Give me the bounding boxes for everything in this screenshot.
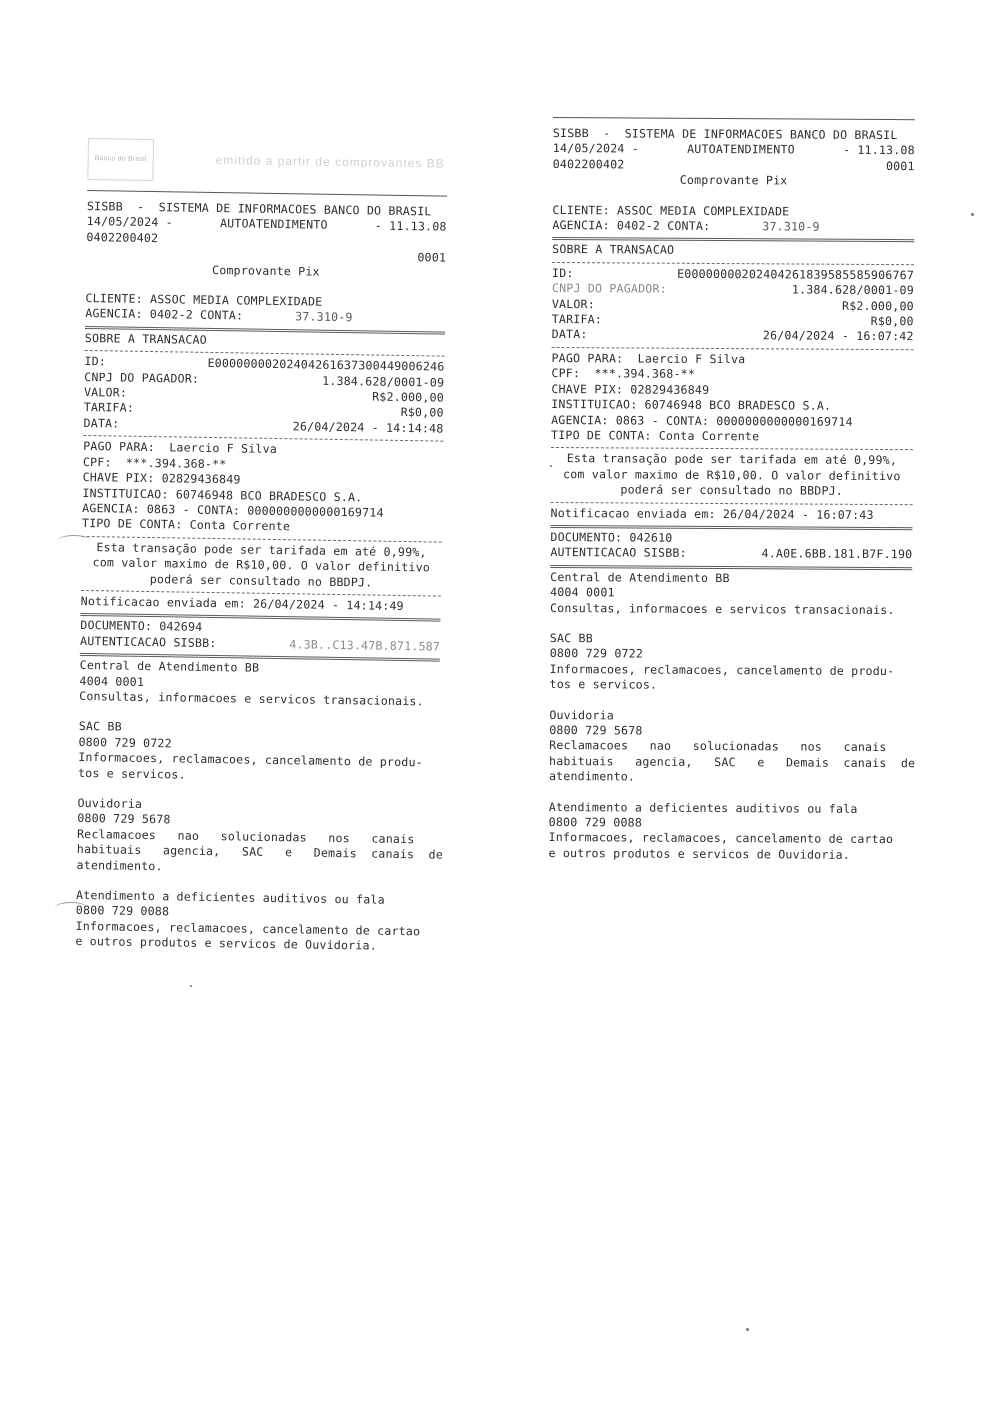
print-date: 14/05/2024 - [86, 214, 173, 230]
payer-cnpj-label: CNPJ DO PAGADOR: [84, 369, 200, 386]
system-line: SISBB - SISTEMA DE INFORMACOES BANCO DO BRASIL [552, 125, 898, 143]
data-value: 26/04/2024 - 14:14:48 [292, 419, 444, 436]
ouvidoria-title: Ouvidoria [549, 707, 615, 722]
payee-agency-account: AGENCIA: 0863 - CONTA: 0000000000000169714 [82, 500, 384, 520]
id-value: E00000000202404261839585585906767 [677, 266, 915, 283]
tarifa-value: R$0,00 [400, 405, 444, 421]
id-label: ID: [552, 265, 574, 280]
ouvidoria-description: Reclamacoes nao solucionadas nos canais [549, 738, 887, 755]
payer-cnpj-value: 1.384.628/0001-09 [791, 282, 914, 298]
account-type: TIPO DE CONTA: Conta Corrente [551, 427, 760, 444]
account-type: TIPO DE CONTA: Conta Corrente [81, 516, 291, 534]
paper-curl-mark [55, 902, 87, 913]
fee-notice-line: poderá ser consultado no BBDPJ. [620, 482, 844, 498]
payer-cnpj-row [552, 281, 914, 299]
document-number: DOCUMENTO: 042694 [80, 618, 203, 635]
sac-phone: 0800 729 0722 [78, 734, 172, 751]
central-title: Central de Atendimento BB [550, 569, 730, 585]
tarifa-label: TARIFA: [83, 400, 135, 416]
payee-agency-account: AGENCIA: 0863 - CONTA: 0000000000000169714 [551, 412, 853, 429]
deficientes-description: Informacoes, reclamacoes, cancelamento de cartao [548, 830, 894, 847]
central-description: Consultas, informacoes e servicos transacionais. [79, 688, 424, 709]
sequence-number: 0001 [417, 250, 447, 265]
scan-speck [971, 213, 974, 216]
divider [552, 262, 914, 265]
valor-label: VALOR: [551, 296, 595, 311]
receipt-left [75, 138, 448, 955]
sac-description: tos e servicos. [77, 765, 186, 782]
document-number: DOCUMENTO: 042610 [550, 529, 673, 545]
fee-notice-line: Esta transação pode ser tarifada em até 0,99%, [566, 451, 898, 468]
payee-name: PAGO PARA: Laercio F Silva [551, 350, 746, 367]
ouvidoria-phone: 0800 729 5678 [549, 723, 643, 738]
divider [551, 447, 913, 450]
data-row [552, 327, 914, 345]
print-date: 14/05/2024 - [552, 141, 640, 156]
ouvidoria-description: atendimento. [548, 769, 636, 784]
account-number: 37.310-9 [762, 219, 820, 234]
divider [87, 190, 447, 197]
valor-value: R$2.000,00 [372, 389, 445, 405]
data-label: DATA: [83, 415, 120, 431]
agency-label: AGENCIA: 0402-2 CONTA: [85, 306, 244, 323]
tarifa-value: R$0,00 [870, 314, 914, 329]
deficientes-title: Atendimento a deficientes auditivos ou fala [75, 887, 385, 907]
account-number: 37.310-9 [295, 309, 353, 325]
receipt-header-image [87, 138, 448, 186]
payer-cnpj-value: 1.384.628/0001-09 [322, 373, 445, 390]
agency-label: AGENCIA: 0402-2 CONTA: [552, 218, 711, 234]
data-value: 26/04/2024 - 16:07:42 [762, 328, 914, 344]
deficientes-title: Atendimento a deficientes auditivos ou fala [548, 799, 858, 816]
authentication-value: 4.A0E.6BB.181.B7F.190 [761, 546, 913, 562]
valor-value: R$2.000,00 [841, 298, 914, 313]
system-line: SISBB - SISTEMA DE INFORMACOES BANCO DO BRASIL [86, 198, 432, 219]
payee-name: PAGO PARA: Laercio F Silva [83, 439, 278, 457]
sequence-number: 0001 [885, 158, 915, 174]
ouvidoria-description: atendimento. [76, 857, 163, 873]
notification-sent: Notificacao enviada em: 26/04/2024 - 16:07:43 [550, 505, 874, 522]
ouvidoria-phone: 0800 729 5678 [77, 811, 171, 827]
sac-description: Informacoes, reclamacoes, cancelamento de produ- [78, 750, 423, 770]
payee-cpf: CPF: ***.394.368-** [551, 366, 696, 382]
central-phone: 4004 0001 [550, 585, 615, 600]
central-title: Central de Atendimento BB [79, 658, 260, 675]
payer-cnpj-label: CNPJ DO PAGADOR: [551, 281, 667, 296]
header-faded-text: emitido a partir de comprovantes BB [215, 153, 445, 171]
agency-account-row [552, 218, 914, 236]
authentication-label: AUTENTICACAO SISBB: [550, 545, 687, 561]
divider [552, 347, 914, 350]
sac-description: tos e servicos. [549, 677, 658, 692]
sac-description: Informacoes, reclamacoes, cancelamento de produ- [549, 661, 895, 678]
bank-logo [87, 138, 154, 181]
ouvidoria-title: Ouvidoria [77, 795, 143, 811]
central-phone: 4004 0001 [79, 673, 145, 689]
central-description: Consultas, informacoes e servicos transacionais. [549, 600, 895, 617]
client-line: CLIENTE: ASSOC MEDIA COMPLEXIDADE [85, 291, 323, 309]
deficientes-phone: 0800 729 0088 [75, 903, 170, 919]
fee-notice-line: poderá ser consultado no BBDPJ. [149, 571, 373, 590]
section-title: SOBRE A TRANSACAO [84, 330, 208, 347]
print-time: - 11.13.08 [374, 218, 447, 235]
ouvidoria-description: habituais agencia, SAC e Demais canais de [549, 753, 916, 771]
section-title: SOBRE A TRANSACAO [552, 242, 675, 258]
pix-key: CHAVE PIX: 02829436849 [551, 381, 710, 397]
sac-phone: 0800 729 0722 [549, 646, 644, 661]
fee-notice-line: Esta transação pode ser tarifada em até 0,99%, [96, 539, 427, 560]
institution: INSTITUICAO: 60746948 BCO BRADESCO S.A. [551, 397, 832, 413]
sac-title: SAC BB [78, 719, 122, 734]
scan-speck [550, 465, 552, 467]
deficientes-phone: 0800 729 0088 [548, 815, 643, 830]
pix-key: CHAVE PIX: 02829436849 [82, 470, 241, 487]
fee-notice [551, 451, 913, 499]
institution: INSTITUICAO: 60746948 BCO BRADESCO S.A. [82, 485, 363, 504]
fee-notice [81, 540, 442, 592]
deficientes-description: e outros produtos e servicos de Ouvidoria. [75, 934, 378, 953]
client-line: CLIENTE: ASSOC MEDIA COMPLEXIDADE [552, 202, 790, 219]
scan-speck [190, 985, 192, 987]
deficientes-description: e outros produtos e servicos de Ouvidoria. [548, 845, 851, 862]
deficientes-description: Informacoes, reclamacoes, cancelamento de cartao [75, 918, 421, 939]
authentication-label: AUTENTICACAO SISBB: [79, 633, 217, 650]
paper-curl-mark [58, 535, 90, 546]
divider [551, 502, 913, 505]
channel: AUTOATENDIMENTO [219, 216, 328, 233]
ouvidoria-description: Reclamacoes nao solucionadas nos canais [76, 826, 415, 847]
receipt-right [548, 117, 915, 863]
print-time: - 11.13.08 [842, 143, 915, 158]
tarifa-label: TARIFA: [551, 312, 603, 327]
ouvidoria-description: habituais agencia, SAC e Demais canais de [76, 842, 444, 862]
id-label: ID: [84, 354, 107, 369]
authentication-row [550, 545, 912, 563]
terminal-number: 0402200402 [86, 229, 159, 245]
document-title: Comprovante Pix [211, 262, 320, 279]
terminal-number: 0402200402 [552, 156, 625, 172]
data-label: DATA: [551, 327, 588, 342]
notification-sent: Notificacao enviada em: 26/04/2024 - 14:14:49 [80, 593, 404, 613]
scan-speck [746, 1328, 749, 1331]
divider [553, 117, 915, 120]
document-title: Comprovante Pix [679, 173, 788, 188]
id-value: E00000000202404261637300449006246 [207, 356, 445, 374]
bank-logo-text: Banco do Brasil [94, 155, 147, 164]
authentication-value: 4.3B..C13.47B.871.587 [289, 636, 441, 654]
payee-cpf: CPF: ***.394.368-** [82, 454, 227, 471]
channel: AUTOATENDIMENTO [687, 142, 795, 157]
valor-label: VALOR: [83, 385, 128, 400]
fee-notice-line: com valor maximo de R$10,00. O valor definitivo [563, 466, 901, 483]
fee-notice-line: com valor maximo de R$10,00. O valor definitivo [92, 555, 431, 575]
sac-title: SAC BB [549, 630, 593, 646]
